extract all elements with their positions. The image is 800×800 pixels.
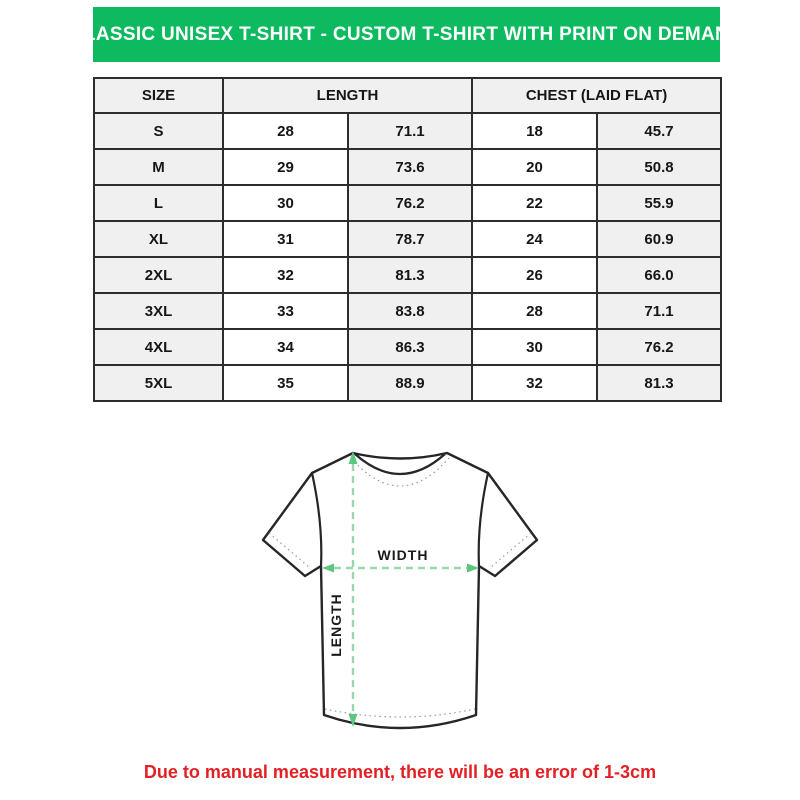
size-cell: XL — [94, 221, 223, 257]
chest-in-cell: 28 — [472, 293, 597, 329]
length-in-cell: 33 — [223, 293, 348, 329]
size-cell: 5XL — [94, 365, 223, 401]
chest-in-cell: 20 — [472, 149, 597, 185]
chest-cm-cell: 76.2 — [597, 329, 721, 365]
chest-cm-cell: 45.7 — [597, 113, 721, 149]
table-row — [94, 329, 721, 365]
chest-cm-cell: 55.9 — [597, 185, 721, 221]
width-label: WIDTH — [377, 547, 429, 563]
chest-cm-cell: 66.0 — [597, 257, 721, 293]
table-row — [94, 257, 721, 293]
header-size: SIZE — [94, 78, 223, 113]
chest-in-cell: 24 — [472, 221, 597, 257]
chest-in-cell: 18 — [472, 113, 597, 149]
header-chest: CHEST (LAID FLAT) — [472, 78, 721, 113]
length-in-cell: 34 — [223, 329, 348, 365]
length-in-cell: 28 — [223, 113, 348, 149]
table-row — [94, 185, 721, 221]
chest-in-cell: 30 — [472, 329, 597, 365]
chest-cm-cell: 81.3 — [597, 365, 721, 401]
table-row — [94, 221, 721, 257]
size-cell: S — [94, 113, 223, 149]
chest-in-cell: 32 — [472, 365, 597, 401]
length-in-cell: 29 — [223, 149, 348, 185]
chest-in-cell: 22 — [472, 185, 597, 221]
table-row — [94, 365, 721, 401]
table-row — [94, 149, 721, 185]
size-cell: M — [94, 149, 223, 185]
chest-cm-cell: 71.1 — [597, 293, 721, 329]
length-cm-cell: 76.2 — [348, 185, 472, 221]
measurement-note: Due to manual measurement, there will be an error of 1-3cm — [143, 762, 657, 782]
table-header-row — [94, 78, 721, 113]
length-label: LENGTH — [328, 593, 344, 657]
tshirt-diagram — [253, 438, 553, 758]
length-cm-cell: 78.7 — [348, 221, 472, 257]
chest-in-cell: 26 — [472, 257, 597, 293]
length-cm-cell: 88.9 — [348, 365, 472, 401]
length-cm-cell: 73.6 — [348, 149, 472, 185]
size-cell: L — [94, 185, 223, 221]
size-cell: 3XL — [94, 293, 223, 329]
length-cm-cell: 81.3 — [348, 257, 472, 293]
size-cell: 4XL — [94, 329, 223, 365]
page-title: CLASSIC UNISEX T-SHIRT - CUSTOM T-SHIRT WITH PRINT ON DEMAND — [69, 23, 744, 45]
length-in-cell: 31 — [223, 221, 348, 257]
title-banner — [69, 7, 744, 62]
length-in-cell: 32 — [223, 257, 348, 293]
length-cm-cell: 86.3 — [348, 329, 472, 365]
size-cell: 2XL — [94, 257, 223, 293]
chest-cm-cell: 60.9 — [597, 221, 721, 257]
header-length: LENGTH — [223, 78, 472, 113]
length-cm-cell: 83.8 — [348, 293, 472, 329]
chest-cm-cell: 50.8 — [597, 149, 721, 185]
length-in-cell: 30 — [223, 185, 348, 221]
length-cm-cell: 71.1 — [348, 113, 472, 149]
length-in-cell: 35 — [223, 365, 348, 401]
tshirt-outline — [263, 453, 537, 728]
table-row — [94, 113, 721, 149]
table-row — [94, 293, 721, 329]
size-table — [93, 77, 722, 402]
